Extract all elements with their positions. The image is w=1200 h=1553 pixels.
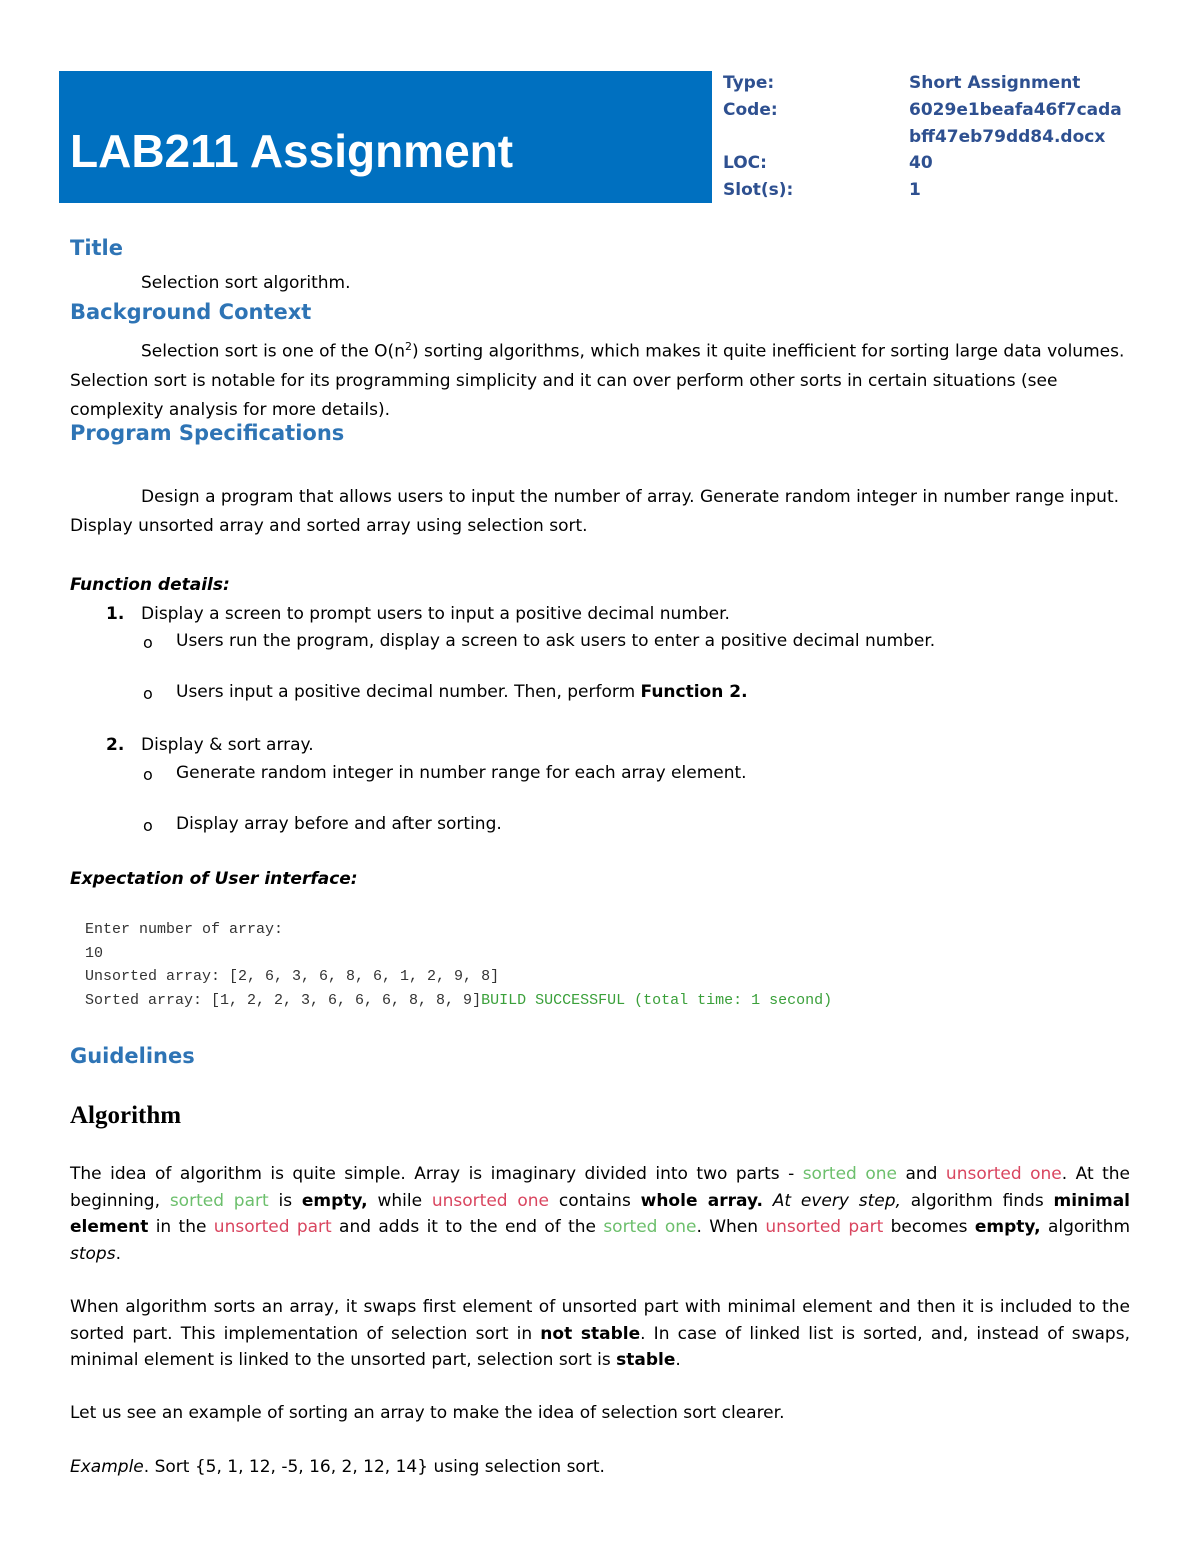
meta-key: LOC: — [723, 153, 767, 173]
text: . — [675, 1350, 681, 1370]
background-paragraph — [70, 332, 1130, 425]
background-heading: Background Context — [70, 300, 312, 324]
spec-paragraph: Design a program that allows users to input the number of array. Generate random integer in number range input. Display unsorted array and sorted array using selection sort. — [70, 487, 1120, 536]
algorithm-paragraph-3: Let us see an example of sorting an array to make the idea of selection sort clearer. — [70, 1403, 785, 1423]
text: in the — [148, 1217, 214, 1237]
italic-text: Example — [70, 1457, 144, 1477]
text: becomes — [883, 1217, 975, 1237]
ui-expectation-label: Expectation of User interface: — [70, 869, 358, 889]
build-status: BUILD SUCCESSFUL (total time: 1 second) — [481, 991, 833, 1009]
bullet-marker: o — [143, 765, 153, 784]
console-line: Unsorted array: [2, 6, 3, 6, 8, 6, 1, 2, 9, 8] — [85, 968, 500, 985]
text: . When — [696, 1217, 766, 1237]
function-2-bullet-2: Display array before and after sorting. — [176, 814, 502, 834]
meta-value: 1 — [909, 180, 921, 200]
text: . Sort {5, 1, 12, -5, 16, 2, 12, 14} using selection sort. — [143, 1457, 605, 1477]
highlight-sorted: sorted one — [802, 1164, 897, 1184]
highlight-unsorted: unsorted part — [765, 1217, 884, 1237]
highlight-unsorted: unsorted part — [213, 1217, 332, 1237]
function-1-bullet-2 — [176, 682, 748, 702]
list-number: 1. — [106, 604, 125, 624]
bold-text: stable — [616, 1350, 676, 1370]
meta-value: 6029e1beafa46f7cada — [909, 100, 1122, 120]
function-ref: Function 2. — [640, 682, 748, 702]
text: algorithm — [1040, 1217, 1131, 1237]
text: contains — [549, 1190, 641, 1211]
spec-heading: Program Specifications — [70, 421, 345, 445]
bold-text: whole array. — [640, 1190, 763, 1211]
function-1-bullet-1: Users run the program, display a screen to ask users to enter a positive decimal number. — [176, 631, 936, 651]
list-number: 2. — [106, 735, 125, 755]
italic-text: At every step, — [762, 1190, 901, 1211]
highlight-unsorted: unsorted one — [431, 1190, 550, 1211]
background-text: ) sorting algorithms, which makes it quite inefficient for sorting large data volumes. Selection sort is notable for its programming simplicity and it can over perform other sorts in certain situations (see complexity analysis for more details). — [70, 341, 1125, 420]
document-title: LAB211 Assignment — [70, 125, 514, 177]
guidelines-heading: Guidelines — [70, 1044, 195, 1068]
text: algorithm finds — [900, 1190, 1054, 1211]
text: . At the beginning, — [70, 1164, 1131, 1211]
title-heading: Title — [70, 236, 124, 260]
console-line: Enter number of array: — [85, 921, 284, 938]
console-output — [85, 918, 832, 1012]
bold-text: empty, — [301, 1190, 368, 1211]
title-text: Selection sort algorithm. — [141, 273, 351, 293]
text: . — [115, 1243, 121, 1264]
function-details-label: Function details: — [70, 575, 230, 595]
bullet-text: Users input a positive decimal number. Then, perform — [176, 682, 641, 702]
console-line: 10 — [85, 944, 104, 962]
meta-key: Type: — [723, 73, 775, 93]
function-1-label: Display a screen to prompt users to input a positive decimal number. — [141, 604, 730, 624]
text: while — [367, 1190, 432, 1211]
meta-key: Code: — [723, 100, 778, 120]
text: is — [268, 1190, 302, 1211]
meta-value: bff47eb79dd84.docx — [909, 127, 1106, 147]
bullet-marker: o — [143, 633, 153, 652]
superscript: 2 — [404, 340, 412, 353]
function-2-label: Display & sort array. — [141, 735, 314, 755]
bullet-marker: o — [143, 684, 153, 703]
bold-text: empty, — [974, 1217, 1041, 1237]
highlight-sorted: sorted part — [169, 1190, 269, 1211]
bullet-marker: o — [143, 816, 153, 835]
algorithm-paragraph-1 — [70, 1161, 1130, 1267]
text: and adds it to the end of the — [331, 1217, 604, 1237]
algorithm-heading: Algorithm — [70, 1102, 182, 1129]
text: and — [896, 1164, 946, 1184]
background-text: Selection sort is one of the O(n — [141, 341, 405, 362]
console-text: Sorted array: [1, 2, 2, 3, 6, 6, 6, 8, 8, 9] — [85, 991, 482, 1009]
title-banner — [59, 71, 712, 203]
meta-value: Short Assignment — [909, 73, 1081, 93]
highlight-sorted: sorted one — [603, 1217, 697, 1237]
highlight-unsorted: unsorted one — [945, 1164, 1062, 1184]
algorithm-paragraph-2 — [70, 1294, 1130, 1374]
italic-text: stops — [70, 1243, 116, 1264]
text: . In case of linked list is sorted, and, instead of swaps, minimal element is linked to the unsorted part, selection sort is — [70, 1323, 1130, 1370]
meta-key: Slot(s): — [723, 180, 794, 200]
meta-value: 40 — [909, 153, 933, 173]
function-2-bullet-1: Generate random integer in number range for each array element. — [176, 763, 747, 783]
console-line — [85, 989, 832, 1013]
example-paragraph — [70, 1453, 1130, 1482]
bold-text: not stable — [540, 1323, 641, 1344]
bold-text: minimal element — [70, 1190, 1130, 1237]
text: When algorithm sorts an array, it swaps first element of unsorted part with minimal element and then it is included to the sorted part. This implementation of selection sort in — [70, 1297, 1130, 1344]
text: The idea of algorithm is quite simple. Array is imaginary divided into two parts - — [70, 1164, 803, 1184]
